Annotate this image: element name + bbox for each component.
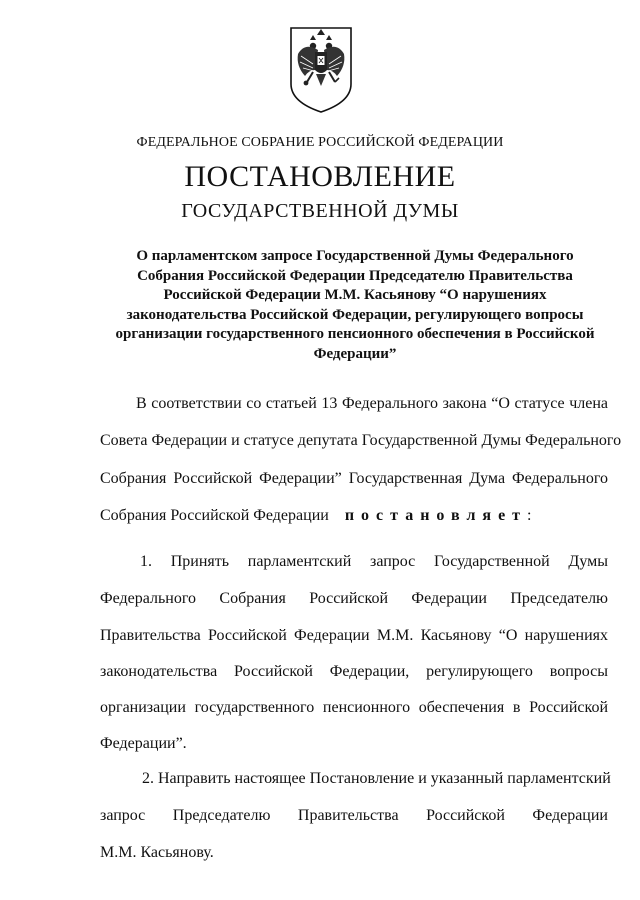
preamble-last-line: [100, 506, 608, 526]
subject-line: организации государственного пенсионного обеспечения в Российской: [115, 326, 595, 342]
item2-line: М.М. Касьянову.: [100, 844, 214, 861]
assembly-title: ФЕДЕРАЛЬНОЕ СОБРАНИЕ РОССИЙСКОЙ ФЕДЕРАЦИИ: [136, 135, 504, 150]
preamble-line: Собрания Российской Федерации” Государственная Дума Федерального: [100, 470, 608, 487]
item2-line: запрос Председателю Правительства Российской Федерации: [100, 807, 608, 824]
resolution-subject: [100, 247, 610, 364]
item1-line: Правительства Российской Федерации М.М. Касьянову “О нарушениях: [100, 627, 608, 644]
item1-line: Федерации”.: [100, 735, 187, 752]
preamble-line: Собрания Российской Федерации: [100, 507, 329, 524]
subject-line: Собрания Российской Федерации Председателю Правительства: [137, 267, 573, 284]
subject-line: Российской Федерации М.М. Касьянову “О нарушениях: [163, 287, 547, 303]
decree-colon: :: [527, 507, 532, 524]
item1-line: законодательства Российской Федерации, регулирующего вопросы: [100, 663, 608, 680]
item1-line: организации государственного пенсионного обеспечения в Российской: [100, 699, 608, 716]
item1-line: 1. Принять парламентский запрос Государственной Думы: [140, 553, 608, 570]
item1-line: Федерального Собрания Российской Федерации Председателю: [100, 590, 608, 607]
document-type: ПОСТАНОВЛЕНИЕ: [184, 160, 456, 193]
preamble-line: Совета Федерации и статусе депутата Государственной Думы Федерального: [100, 432, 622, 449]
subject-line: законодательства Российской Федерации, регулирующего вопросы: [126, 306, 584, 323]
subject-line: Федерации”: [313, 345, 397, 362]
document-type-subtitle: ГОСУДАРСТВЕННОЙ ДУМЫ: [181, 200, 459, 222]
subject-line: О парламентском запросе Государственной Думы Федерального: [136, 248, 574, 264]
decree-word: постановляет: [344, 507, 528, 524]
item2-line: 2. Направить настоящее Постановление и указанный парламентский: [142, 770, 611, 787]
preamble-line: В соответствии со статьей 13 Федерального закона “О статусе члена: [136, 395, 608, 412]
coat-of-arms-icon: [289, 26, 353, 114]
